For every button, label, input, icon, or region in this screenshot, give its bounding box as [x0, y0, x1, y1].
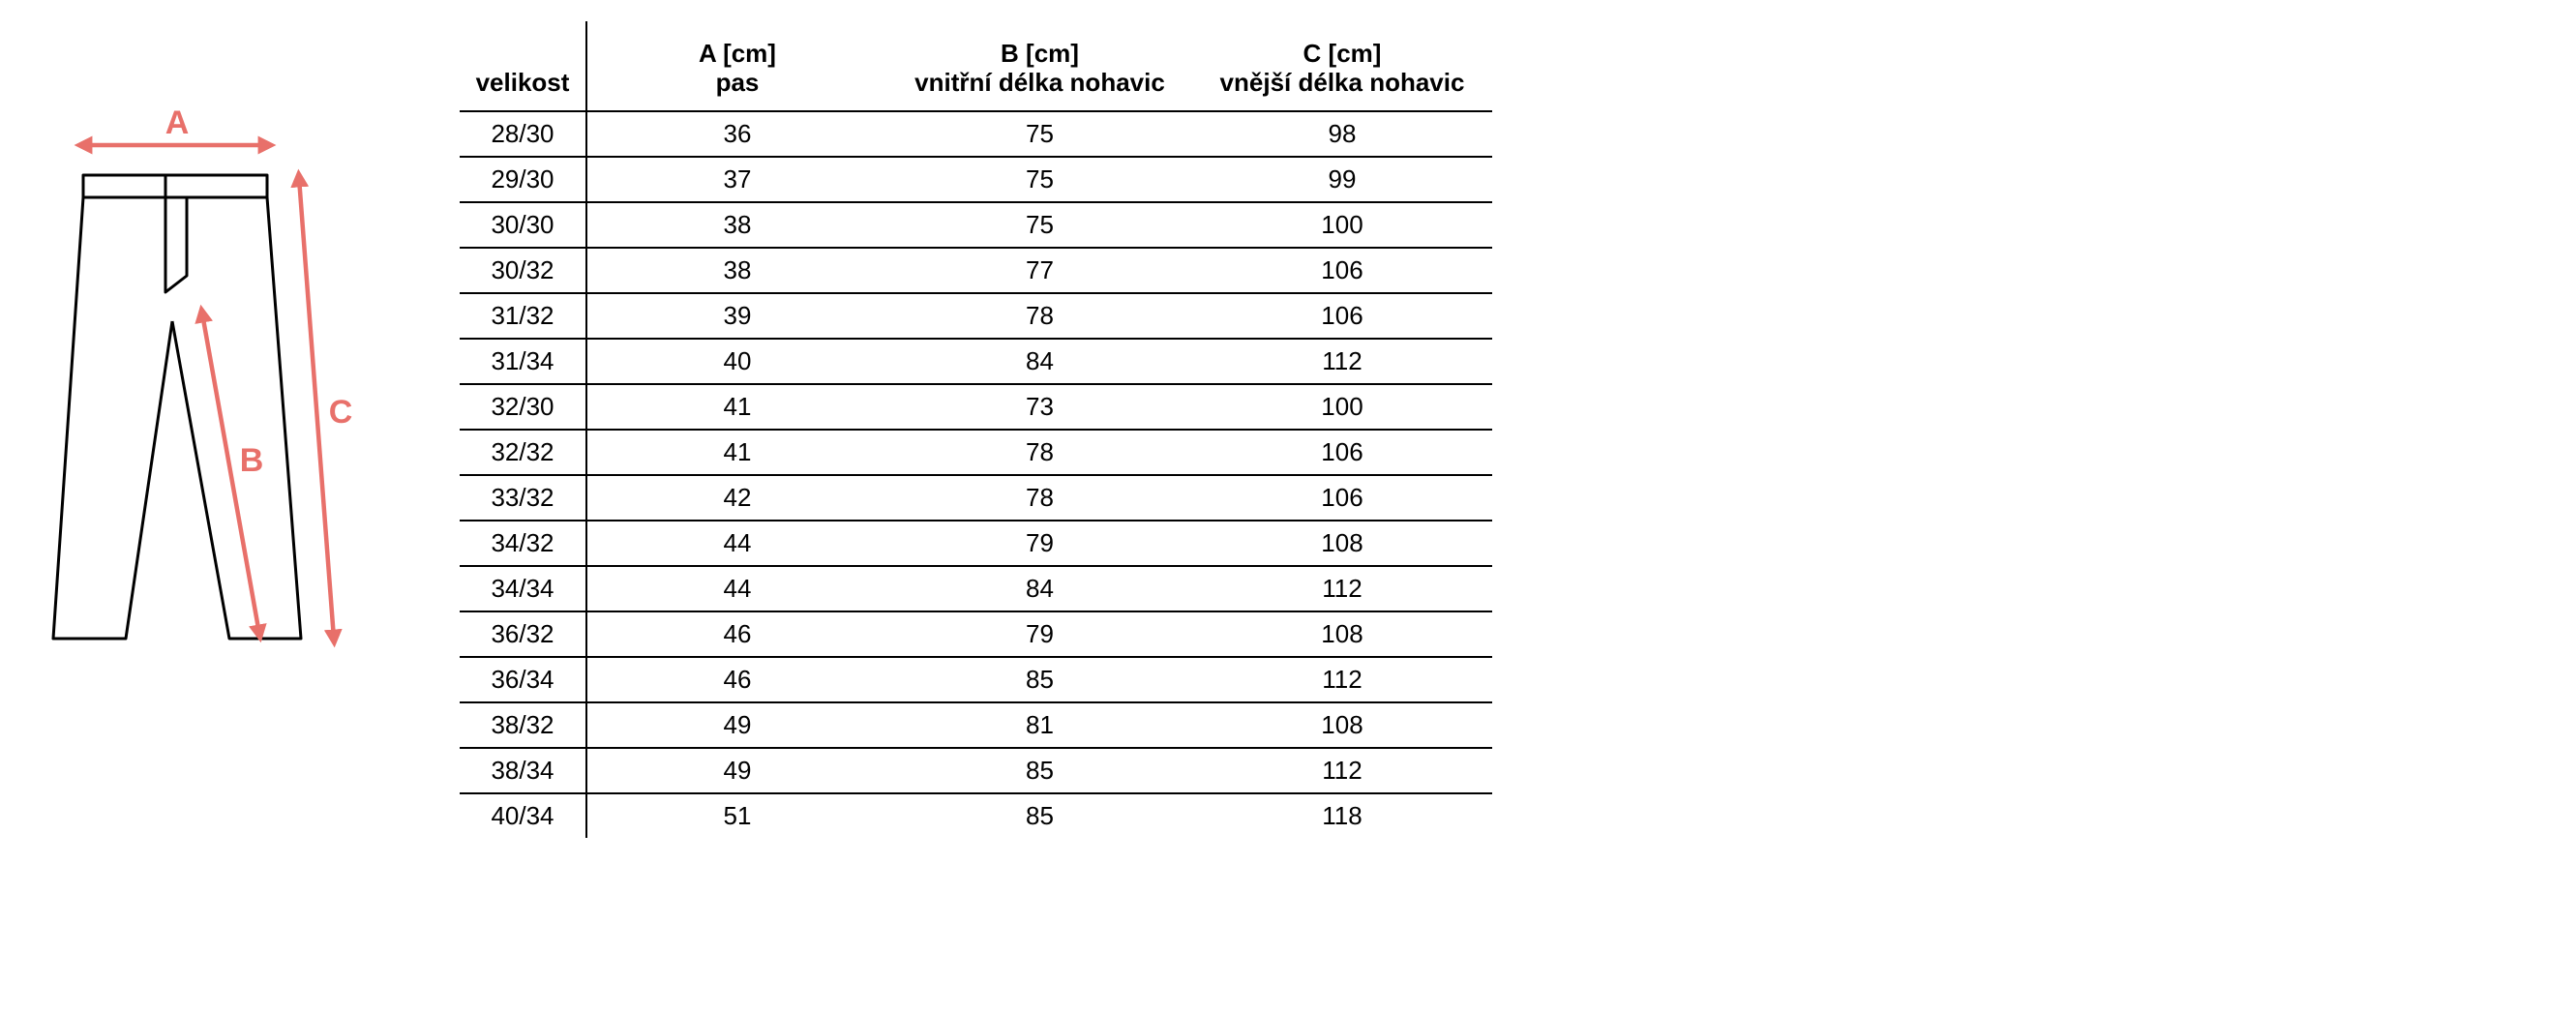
table-row — [460, 157, 1492, 202]
cell-waist: 38 — [586, 248, 887, 293]
cell-size: 31/34 — [460, 339, 586, 384]
cell-waist: 36 — [586, 111, 887, 157]
cell-waist: 49 — [586, 702, 887, 748]
cell-outseam: 106 — [1192, 293, 1492, 339]
cell-waist: 39 — [586, 293, 887, 339]
cell-inseam: 75 — [887, 202, 1192, 248]
cell-waist: 41 — [586, 430, 887, 475]
header-inseam-label: vnitřní délka nohavic — [914, 68, 1165, 97]
cell-size: 28/30 — [460, 111, 586, 157]
cell-inseam: 84 — [887, 339, 1192, 384]
cell-size: 32/30 — [460, 384, 586, 430]
cell-outseam: 118 — [1322, 801, 1363, 830]
table-row — [460, 384, 1492, 430]
cell-inseam: 85 — [887, 657, 1192, 702]
left-leg-outline — [53, 197, 172, 639]
trousers-measurement-diagram — [0, 0, 406, 697]
cell-size: 29/30 — [460, 157, 586, 202]
cell-inseam: 77 — [887, 248, 1192, 293]
table-row — [460, 657, 1492, 702]
table-row — [460, 748, 1492, 793]
cell-outseam: 106 — [1192, 430, 1492, 475]
cell-inseam: 84 — [887, 566, 1192, 611]
cell-waist: 40 — [586, 339, 887, 384]
table-row — [460, 111, 1492, 157]
label-c: C — [328, 394, 353, 431]
cell-outseam: 112 — [1192, 339, 1492, 384]
cell-inseam: 78 — [887, 475, 1192, 521]
cell-waist: 37 — [586, 157, 887, 202]
cell-waist: 38 — [586, 202, 887, 248]
cell-size: 38/34 — [460, 748, 586, 793]
cell-inseam: 73 — [887, 384, 1192, 430]
header-row — [460, 21, 1492, 111]
table-row — [460, 248, 1492, 293]
cell-waist: 44 — [586, 521, 887, 566]
cell-outseam: 100 — [1192, 202, 1492, 248]
cell-outseam: 99 — [1192, 157, 1492, 202]
cell-waist: 49 — [586, 748, 887, 793]
cell-inseam: 81 — [887, 702, 1192, 748]
cell-waist: 44 — [586, 566, 887, 611]
table-row — [460, 702, 1492, 748]
right-leg-outline — [172, 197, 301, 639]
cell-outseam: 106 — [1192, 475, 1492, 521]
table-row — [460, 430, 1492, 475]
label-b: B — [239, 442, 264, 479]
cell-inseam: 85 — [887, 748, 1192, 793]
cell-size: 40/34 — [460, 793, 586, 838]
table-row — [460, 202, 1492, 248]
header-waist-label: pas — [715, 68, 760, 97]
cell-inseam: 85 — [1026, 801, 1054, 830]
cell-outseam: 108 — [1192, 521, 1492, 566]
cell-inseam: 75 — [887, 157, 1192, 202]
cell-waist: 51 — [723, 801, 752, 830]
cell-size: 33/32 — [460, 475, 586, 521]
cell-outseam: 100 — [1192, 384, 1492, 430]
trousers-outline — [53, 175, 301, 639]
table-row — [460, 293, 1492, 339]
table-row — [460, 521, 1492, 566]
cell-outseam: 108 — [1192, 611, 1492, 657]
cell-size: 31/32 — [460, 293, 586, 339]
cell-size: 30/32 — [460, 248, 586, 293]
cell-size: 36/34 — [460, 657, 586, 702]
label-a: A — [165, 104, 190, 141]
cell-outseam: 112 — [1192, 657, 1492, 702]
cell-size: 30/30 — [460, 202, 586, 248]
cell-outseam: 106 — [1192, 248, 1492, 293]
table-row — [460, 566, 1492, 611]
header-outseam — [1192, 21, 1492, 111]
size-table-body — [460, 111, 1492, 838]
cell-inseam: 79 — [887, 521, 1192, 566]
cell-outseam: 108 — [1192, 702, 1492, 748]
header-inseam-unit: B [cm] — [1001, 39, 1079, 68]
cell-size: 34/34 — [460, 566, 586, 611]
header-waist — [586, 21, 887, 111]
table-row — [460, 475, 1492, 521]
table-row — [460, 611, 1492, 657]
size-table — [460, 21, 1492, 838]
cell-inseam: 79 — [887, 611, 1192, 657]
header-outseam-unit: C [cm] — [1303, 39, 1382, 68]
cell-waist: 46 — [586, 611, 887, 657]
cell-size: 38/32 — [460, 702, 586, 748]
header-size-label: velikost — [475, 68, 570, 97]
size-table-header — [460, 21, 1492, 111]
cell-size: 32/32 — [460, 430, 586, 475]
cell-waist: 41 — [586, 384, 887, 430]
cell-size: 36/32 — [460, 611, 586, 657]
header-waist-unit: A [cm] — [699, 39, 776, 68]
cell-outseam: 112 — [1192, 748, 1492, 793]
cell-outseam: 98 — [1192, 111, 1492, 157]
cell-outseam: 112 — [1192, 566, 1492, 611]
table-row — [460, 793, 1492, 838]
cell-inseam: 78 — [887, 430, 1192, 475]
size-table-container — [460, 21, 1492, 838]
table-row — [460, 339, 1492, 384]
cell-waist: 42 — [586, 475, 887, 521]
header-size — [460, 21, 586, 111]
cell-waist: 46 — [586, 657, 887, 702]
cell-size: 34/32 — [460, 521, 586, 566]
header-outseam-label: vnější délka nohavic — [1219, 68, 1465, 97]
header-inseam — [887, 21, 1192, 111]
cell-inseam: 78 — [887, 293, 1192, 339]
waistband — [83, 175, 267, 197]
fly-outline — [165, 175, 187, 292]
cell-inseam: 75 — [887, 111, 1192, 157]
